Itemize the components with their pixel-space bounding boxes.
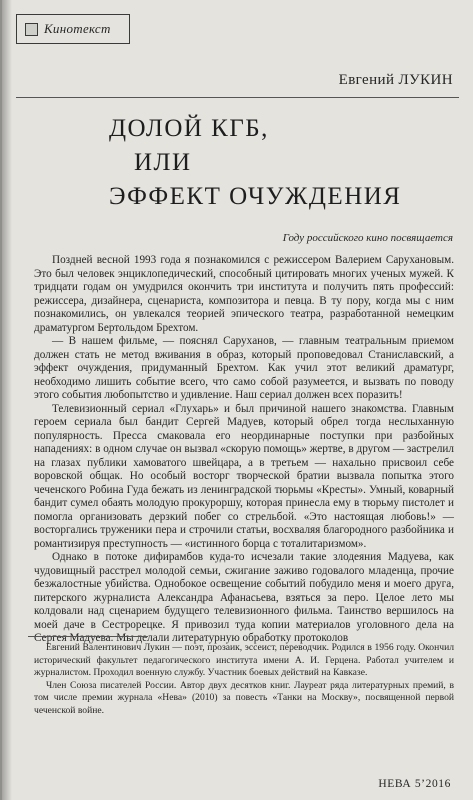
header-divider: [16, 97, 459, 98]
rubric-label: Кинотекст: [44, 21, 111, 36]
paragraph: — В нашем фильме, — пояснял Сарухaнов, — главным театральным приемом должен стать не метод вживания в образ, который проповедовал Станиславский, а эффект очуждения, придуманный Брехтом. Как учил этот великий драматург, необходимо лишить событие всего, что само собой разумеется, и вызвать по поводу этого события любопытство и удивление. Наш сериал должен всех поразить!: [34, 335, 454, 401]
title-line-1: ДОЛОЙ КГБ,: [109, 115, 269, 142]
page-footer: НЕВА 5’2016: [378, 778, 451, 790]
section-rubric: [16, 14, 130, 44]
epigraph: Году российского кино посвящается: [282, 232, 453, 244]
paragraph: Поздней весной 1993 года я познакомился с режиссером Валерием Сарухановым. Это был человек энциклопедический, способный цитировать многих ученых мужей. К тридцати годам он умудрился окончить три института и получить пять профессий: режиссера, дизайнера, сценариста, композитора и певца. В ту пору, когда мы с ним познакомились, он увлекался теорией эпического театра, разработанной немецким драматургом Бертольдом Брехтом.: [34, 254, 454, 334]
author-name: Евгений ЛУКИН: [338, 72, 453, 88]
footnote-divider: [28, 636, 148, 637]
paragraph: Телевизионный сериал «Глухарь» и был причиной нашего знакомства. Главным героем сериала был бандит Сергей Мадуев, который обрел тогда неслыханную популярность. Пресса смаковала его неординарные поступки при разбойных нападениях: в одном случае он вызвал «скорую помощь» жертве, в другом — застрелил на глазах публики хамоватого швейцара, а в третьем — нахально присвоил себе воровской общак. Но особый восторг творческой братии вызвала попытка этого чеченского Робина Гуда бежать из ленинградской тюрьмы «Кресты». Умный, коварный бандит сумел обаять молодую прокуроршу, которая принесла ему в тюрьму пистолет и помогла организовать дерзкий побег со стрельбой. «Это настоящая любовь!» — восторгались труженики пера и строчили статьи, восхваляя благородного разбойника и романтизируя преступность — «истинного борца с тоталитаризмом».: [34, 402, 454, 550]
paragraph: Однако в потоке дифирамбов куда-то исчезали такие злодеяния Мадуева, как чудовищный расстрел молодой семьи, сжигание заживо годовалого младенца, прочие безжалостные убийства. Однобокое освещение событий побудило меня и моего друга, питерского журналиста Александра Афанасьева, взяться за перо. Целое лето мы колдовали над сценарием будущего телевизионного фильма. Таинство вершилось на моей даче в Сестрорецке. Я привозил туда копии материалов уголовного дела на Сергея Мадуева. Мы делали литературную обработку протоколов: [34, 551, 454, 644]
author-footnote: [34, 642, 454, 718]
footnote-paragraph: Член Союза писателей России. Автор двух десятков книг. Лауреат ряда литературных премий, в том числе премии журнала «Нева» (2010) за повесть «Танки на Москву», посвященной первой чеченской войне.: [34, 679, 454, 716]
book-page: [2, 0, 473, 800]
article-body: [34, 254, 454, 646]
rubric-square-icon: [25, 23, 38, 36]
title-line-3: ЭФФЕКТ ОЧУЖДЕНИЯ: [109, 183, 402, 210]
page-gutter-shadow: [2, 0, 12, 800]
title-line-2: ИЛИ: [134, 149, 192, 176]
footnote-paragraph: Евгений Валентинович Лукин — поэт, прозаик, эссеист, переводчик. Родился в 1956 году. Окончил исторический факультет педагогического института имени А. И. Герцена. Работал учителем и журналистом. Проходил военную службу. Участник боевых действий на Кавказе.: [34, 642, 454, 679]
